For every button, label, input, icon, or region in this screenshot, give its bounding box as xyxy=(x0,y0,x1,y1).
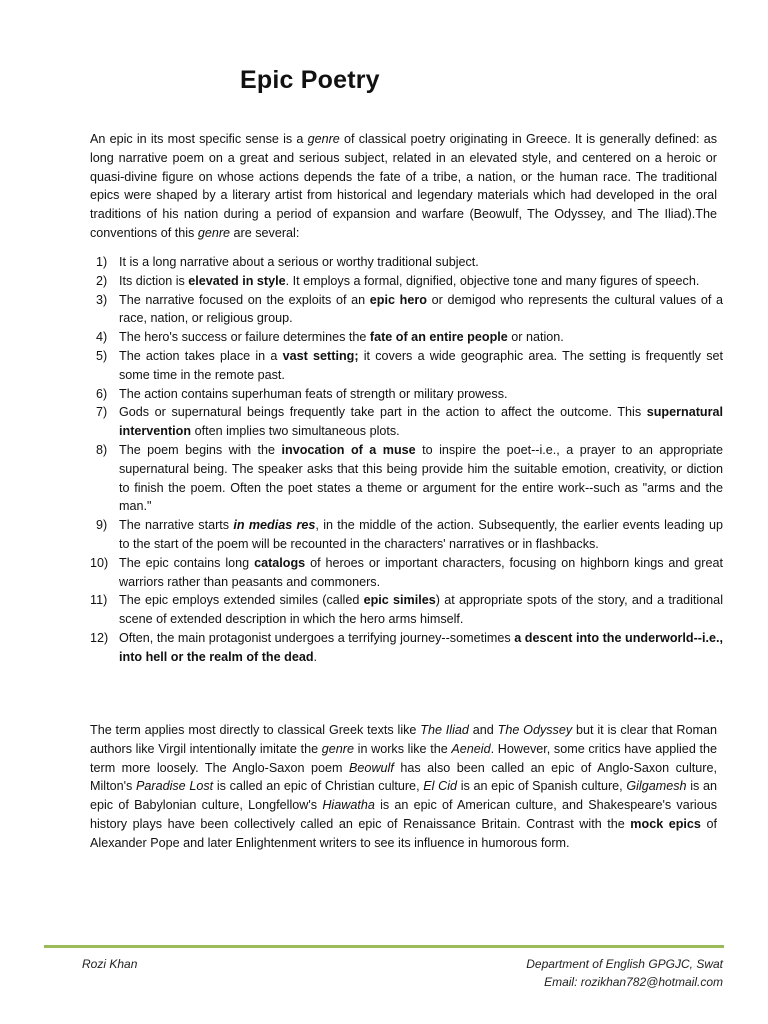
list-text: Gods or supernatural beings frequently take part in the action to affect the outcome. This xyxy=(119,405,647,420)
intro-text: of classical poetry originating in Greece. It is generally defined: as long narrative poem on a great and serious subject, related in an elevated style, and centered on a heroic or quasi-divine figure on whose actions depends the fate of a tribe, a nation, or the human race. The traditional epics were shaped by a literary artist from historical and legendary materials which had developed in the oral traditions of his nation during a period of expansion and warfare (Beowulf, The Odyssey, and The Iliad).The conventions of this xyxy=(90,132,718,240)
list-item xyxy=(90,385,723,404)
list-bold: fate of an entire people xyxy=(369,330,508,345)
closing-text: has also been called an epic of Anglo-Saxon culture, Milton's xyxy=(90,760,717,794)
list-bold: a descent into the underworld--i.e., into hell or the realm of the dead xyxy=(119,630,723,664)
list-number: 7) xyxy=(96,405,108,420)
list-item xyxy=(90,328,723,347)
closing-italic: Hiawatha xyxy=(322,798,375,813)
list-number: 9) xyxy=(96,518,108,533)
closing-text: but it is clear that Roman authors like Virgil intentionally imitate the xyxy=(90,723,718,756)
closing-italic: The Iliad xyxy=(420,723,469,737)
list-bold: elevated in style xyxy=(188,273,286,288)
footer-email: Email: rozikhan782@hotmail.com xyxy=(544,975,723,989)
list-number: 6) xyxy=(96,386,108,401)
list-number: 5) xyxy=(96,348,108,363)
closing-text: is an epic of Spanish culture, xyxy=(457,779,627,794)
list-number: 11) xyxy=(90,593,108,608)
list-number: 12) xyxy=(90,630,109,645)
list-text: It is a long narrative about a serious or worthy traditional subject. xyxy=(119,255,479,269)
intro-text: are several: xyxy=(230,225,300,240)
list-text: The narrative focused on the exploits of an xyxy=(119,292,370,307)
list-text: or nation. xyxy=(507,330,564,345)
list-item xyxy=(90,253,723,272)
list-bold: epic hero xyxy=(369,292,427,307)
list-text: ) at appropriate spots of the story, and a traditional scene of extended description in which the hero arms himself. xyxy=(119,593,723,627)
page-title: Epic Poetry xyxy=(240,66,380,94)
list-item xyxy=(90,272,723,291)
list-text: often implies two simultaneous plots. xyxy=(191,424,400,439)
list-text: The action contains superhuman feats of strength or military prowess. xyxy=(119,386,508,401)
closing-italic: The Odyssey xyxy=(497,723,573,737)
list-number: 2) xyxy=(96,273,108,288)
list-bold: epic similes xyxy=(363,593,436,608)
list-text: of heroes or important characters, focusing on highborn kings and great warriors rather than peasants and commoners. xyxy=(119,555,723,589)
list-text: . It employs a formal, dignified, objective tone and many figures of speech. xyxy=(285,273,700,288)
intro-text: An epic in its most specific sense is a xyxy=(90,132,308,146)
footer-author: Rozi Khan xyxy=(82,957,138,971)
list-number: 1) xyxy=(96,255,108,269)
list-bold: catalogs xyxy=(254,555,306,570)
closing-text: of Alexander Pope and later Enlightenment writers to see its influence in humorous form. xyxy=(90,816,717,850)
closing-text: . However, some critics have applied the term more loosely. The Anglo-Saxon poem xyxy=(90,741,717,775)
list-bold: invocation of a muse xyxy=(281,442,416,457)
closing-italic: genre xyxy=(321,741,354,756)
footer-divider xyxy=(44,945,724,948)
closing-italic: El Cid xyxy=(423,779,458,794)
list-text: The action takes place in a xyxy=(119,348,283,363)
list-item xyxy=(90,347,723,385)
closing-bold: mock epics xyxy=(630,816,701,831)
list-text: The epic employs extended similes (called xyxy=(119,593,364,608)
closing-text: is an epic of Babylonian culture, Longfellow's xyxy=(90,779,717,813)
list-item xyxy=(90,291,723,329)
closing-italic: Beowulf xyxy=(349,760,394,775)
closing-text: and xyxy=(468,723,498,737)
list-text: The epic contains long xyxy=(119,555,255,570)
closing-text: in works like the xyxy=(353,741,452,756)
list-text: it covers a wide geographic area. The setting is frequently set some time in the remote past. xyxy=(119,348,723,382)
intro-paragraph xyxy=(90,130,717,243)
list-text: The poem begins with the xyxy=(119,442,282,457)
closing-italic: Gilgamesh xyxy=(626,779,687,794)
closing-text: is called an epic of Christian culture, xyxy=(213,779,424,794)
closing-italic: Paradise Lost xyxy=(135,779,214,794)
list-number: 4) xyxy=(96,330,108,345)
list-text: or demigod who represents the cultural values of a race, nation, or religious group. xyxy=(119,292,723,326)
list-item xyxy=(90,591,723,629)
list-text: The hero's success or failure determines the xyxy=(119,330,370,345)
closing-text: The term applies most directly to classical Greek texts like xyxy=(90,723,421,737)
list-text: to inspire the poet--i.e., a prayer to an appropriate supernatural being. The speaker asks that this being provide him the suitable emotion, creativity, or diction to finish the poem. Often the poet states a theme or argument for the entire work--such as "arms and the man." xyxy=(119,442,723,514)
list-item xyxy=(90,441,723,516)
closing-text: is an epic of American culture, and Shakespeare's various history plays have been collectively called an epic of Renaissance Britain. Contrast with the xyxy=(90,798,717,831)
list-text: . xyxy=(313,649,318,664)
list-number: 8) xyxy=(96,442,108,457)
conventions-list xyxy=(90,253,723,667)
intro-italic: genre xyxy=(307,132,340,146)
list-item xyxy=(90,554,723,592)
closing-paragraph xyxy=(90,721,717,853)
list-number: 10) xyxy=(90,555,109,570)
list-text: Often, the main protagonist undergoes a terrifying journey--sometimes xyxy=(119,630,515,645)
list-text: Its diction is xyxy=(119,273,189,288)
list-item xyxy=(90,403,723,441)
list-bold: vast setting; xyxy=(282,348,359,363)
list-item xyxy=(90,516,723,554)
list-bold: supernatural intervention xyxy=(119,405,723,439)
list-item xyxy=(90,629,723,667)
list-number: 3) xyxy=(96,292,108,307)
footer-department: Department of English GPGJC, Swat xyxy=(526,957,723,971)
closing-italic: Aeneid xyxy=(451,741,491,756)
list-bold-italic: in medias res xyxy=(233,518,316,533)
list-text: The narrative starts xyxy=(119,518,234,533)
intro-italic: genre xyxy=(197,225,231,240)
list-text: , in the middle of the action. Subsequently, the earlier events leading up to the start of the poem will be recounted in the characters' narratives or in flashbacks. xyxy=(119,518,723,551)
